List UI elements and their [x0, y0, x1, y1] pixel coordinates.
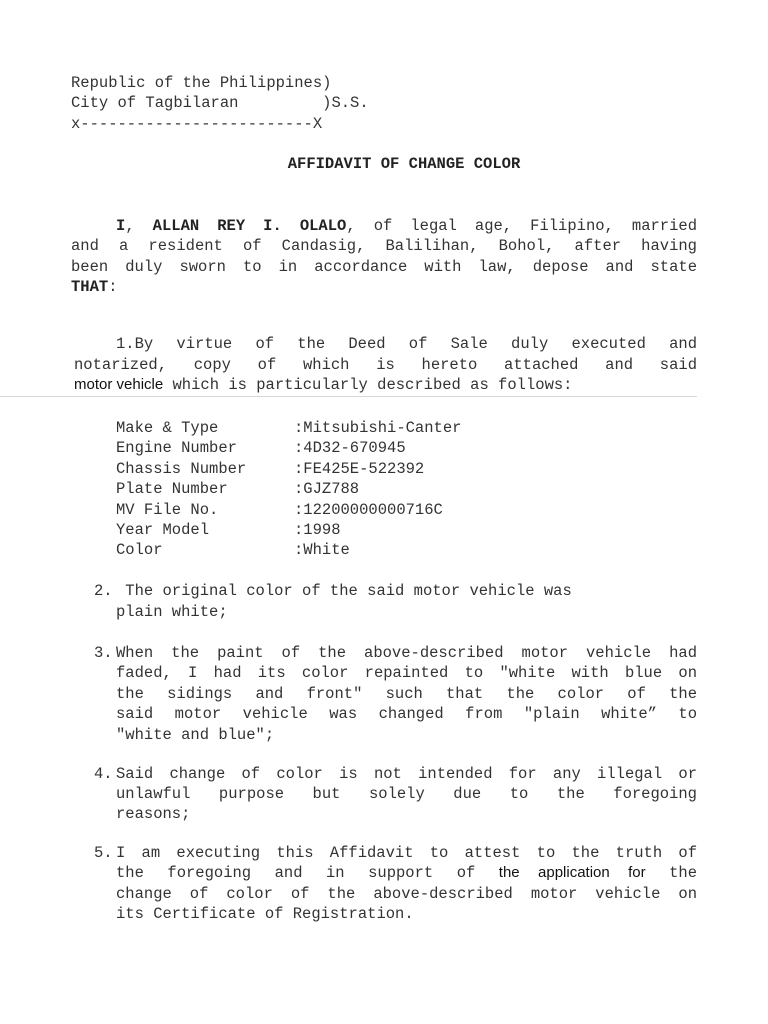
- spec-label: Plate Number: [116, 480, 228, 499]
- spec-value: :White: [294, 541, 350, 560]
- spec-label: Engine Number: [116, 439, 237, 458]
- spec-value: :Mitsubishi-Canter: [294, 419, 462, 437]
- item3-line-2: faded, I had its color repainted to "white with blue on: [116, 664, 697, 682]
- item5-line-2-b: the: [645, 864, 697, 882]
- spec-value: :GJZ788: [294, 480, 360, 499]
- item4-number: 4.: [94, 765, 113, 783]
- item4-line-3: reasons;: [116, 805, 191, 823]
- item1-line-1: 1.By virtue of the Deed of Sale duly executed and: [116, 335, 697, 353]
- spec-label: MV File No.: [116, 500, 219, 519]
- spec-value: :1998: [294, 521, 341, 539]
- spec-label: Year Model: [116, 521, 210, 539]
- divider-line: [0, 396, 697, 397]
- item5-line-2-a: the foregoing and in support of: [116, 864, 499, 882]
- item5-line-4: its Certificate of Registration.: [116, 905, 414, 923]
- intro-line-1: I, ALLAN REY I. OLALO, of legal age, Filipino, married: [116, 217, 698, 235]
- spec-label: Make & Type: [116, 419, 219, 437]
- item1-line-3-rest: which is particularly described as follows:: [163, 376, 573, 394]
- item5-line-2: [116, 863, 697, 883]
- vehicle-spec-row: [116, 540, 350, 560]
- affiant-prefix: I: [116, 217, 126, 235]
- vehicle-spec-row: [116, 418, 461, 438]
- affiant-name: ALLAN REY I. OLALO: [152, 217, 347, 235]
- intro-line-1-rest: , of legal age, Filipino, married: [346, 217, 698, 235]
- item3-number: 3.: [94, 644, 113, 662]
- item3-line-3: the sidings and front" such that the color of the: [116, 685, 697, 703]
- item1-motor-vehicle: motor vehicle: [74, 376, 164, 393]
- item1-line-3: [74, 375, 700, 395]
- item4-line-2: unlawful purpose but solely due to the foregoing: [116, 785, 697, 803]
- spec-label: Chassis Number: [116, 459, 247, 478]
- item5-number: 5.: [94, 844, 113, 862]
- item5-line-3: change of color of the above-described motor vehicle on: [116, 885, 697, 903]
- item1-line-2: notarized, copy of which is hereto attached and said: [74, 356, 697, 374]
- item2-number: 2.: [94, 582, 113, 600]
- vehicle-spec-row: [116, 500, 443, 520]
- caption-city: City of Tagbilaran )S.S.: [71, 94, 369, 112]
- vehicle-spec-row: [116, 438, 406, 458]
- item2-line-1: The original color of the said motor vehicle was: [116, 582, 572, 600]
- item3-line-4: said motor vehicle was changed from "plain white” to: [116, 705, 697, 723]
- item3-line-1: When the paint of the above-described motor vehicle had: [116, 644, 697, 662]
- vehicle-spec-row: [116, 479, 359, 499]
- spec-label: Color: [116, 541, 163, 560]
- intro-that: THAT: [71, 278, 109, 296]
- caption-republic: Republic of the Philippines): [71, 74, 332, 92]
- document-title: AFFIDAVIT OF CHANGE COLOR: [287, 155, 521, 173]
- vehicle-spec-row: [116, 459, 424, 479]
- intro-line-2: and a resident of Candasig, Balilihan, Bohol, after having: [71, 237, 697, 255]
- item5-application-for: the application for: [498, 864, 646, 881]
- spec-value: :FE425E-522392: [294, 459, 425, 478]
- item5-line-1: I am executing this Affidavit to attest to the truth of: [116, 844, 697, 862]
- spec-value: :12200000000716C: [294, 500, 443, 519]
- item2-line-2: plain white;: [116, 603, 228, 621]
- intro-line-4: [71, 277, 697, 297]
- vehicle-spec-row: [116, 520, 341, 540]
- intro-line-3: been duly sworn to in accordance with law, depose and state: [71, 258, 697, 276]
- item3-line-5: "white and blue";: [116, 726, 275, 744]
- item4-line-1: Said change of color is not intended for any illegal or: [116, 765, 697, 783]
- caption-divider: x-------------------------X: [71, 115, 323, 133]
- intro-colon: :: [108, 278, 118, 296]
- spec-value: :4D32-670945: [294, 439, 406, 458]
